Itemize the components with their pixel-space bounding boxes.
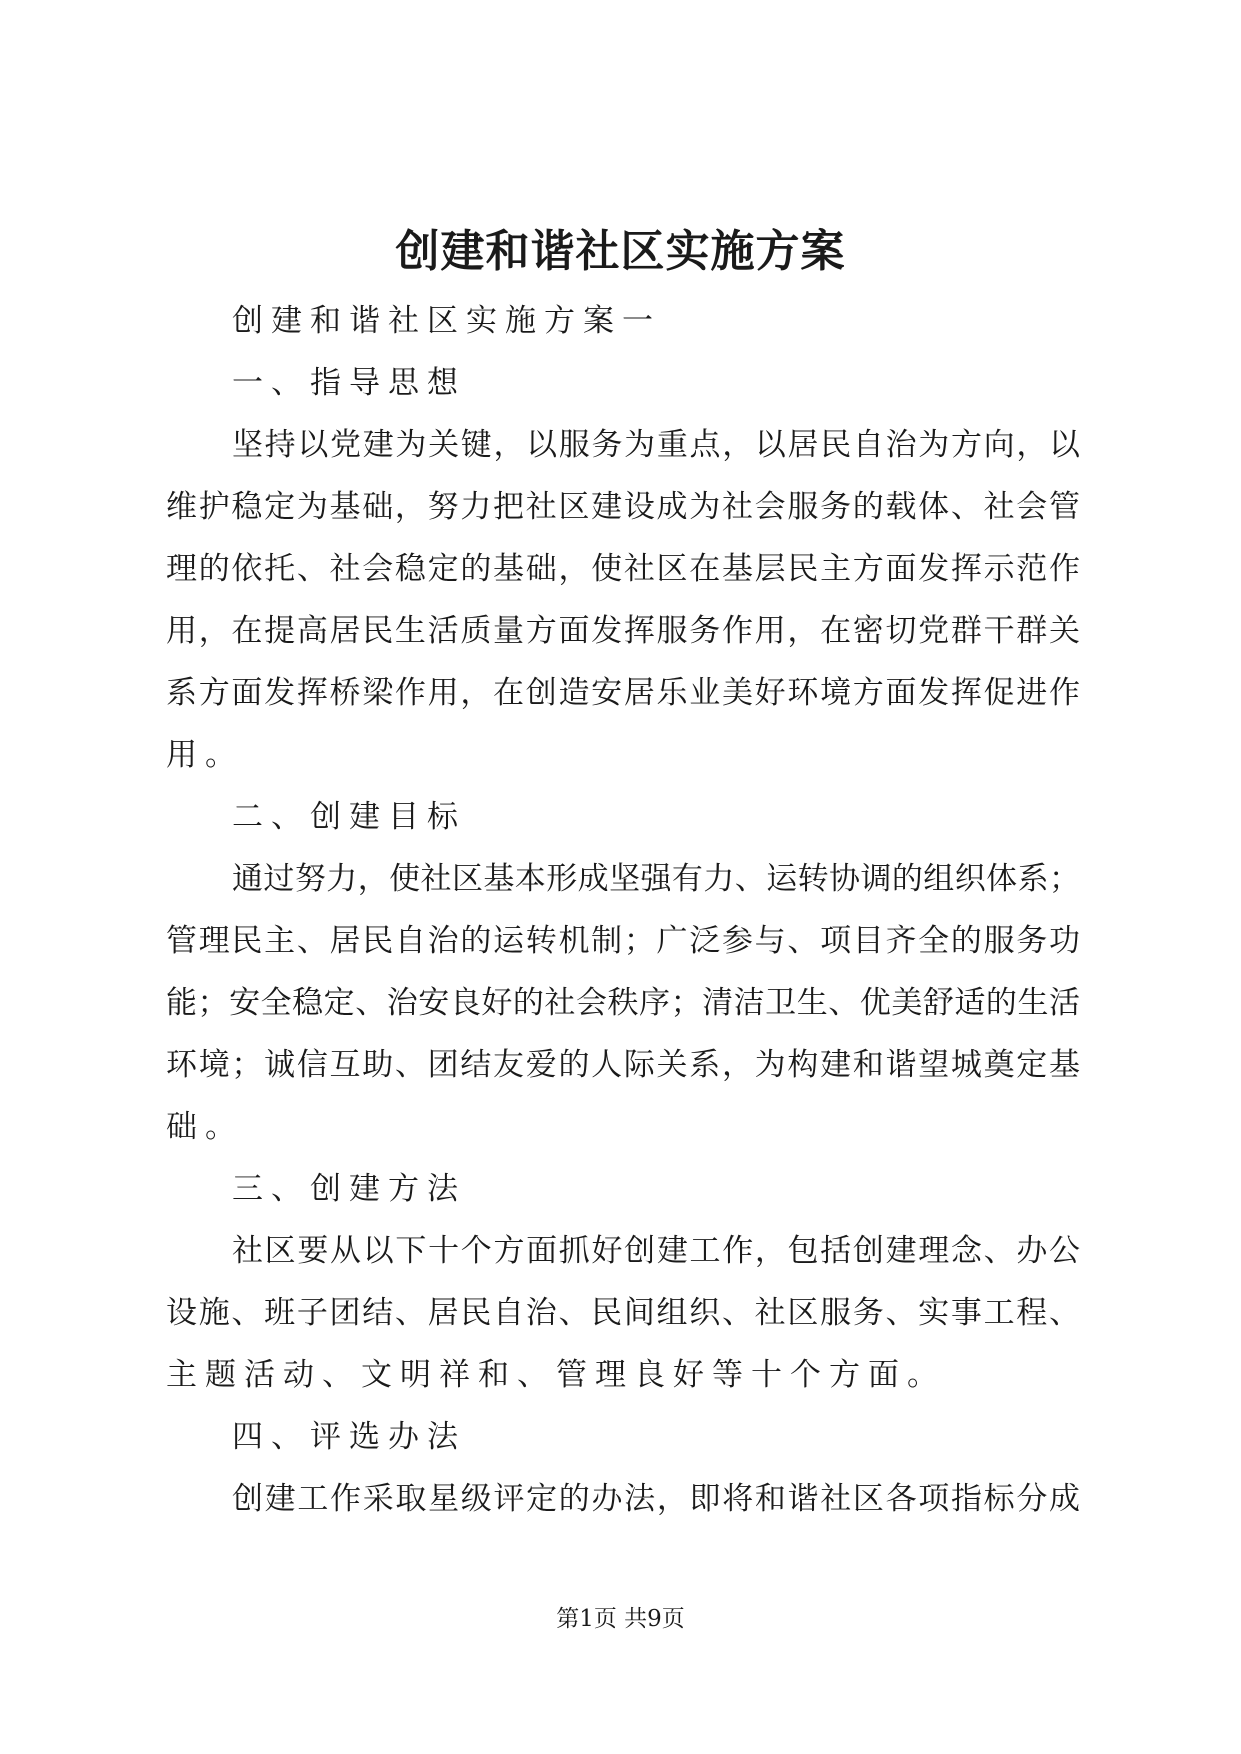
paragraph-line: 通过努力，使社区基本形成坚强有力、运转协调的组织体系；	[232, 861, 1080, 897]
paragraph-line: 能；安全稳定、治安良好的社会秩序；清洁卫生、优美舒适的生活	[166, 985, 1080, 1021]
paragraph-line: 主题活动、文明祥和、管理良好等十个方面。	[166, 1357, 946, 1393]
paragraph-line: 社区要从以下十个方面抓好创建工作，包括创建理念、办公	[232, 1233, 1080, 1269]
page-number-footer: 第1页 共9页	[556, 1606, 685, 1632]
paragraph-4	[166, 1468, 1080, 1530]
paragraph-line: 创建工作采取星级评定的办法，即将和谐社区各项指标分成	[232, 1481, 1080, 1517]
paragraph-line: 维护稳定为基础，努力把社区建设成为社会服务的载体、社会管	[166, 489, 1080, 525]
paragraph-1	[166, 414, 1080, 786]
paragraph-line: 环境；诚信互助、团结友爱的人际关系，为构建和谐望城奠定基	[166, 1047, 1080, 1083]
section-heading-4: 四、评选办法	[232, 1419, 466, 1455]
paragraph-line: 理的依托、社会稳定的基础，使社区在基层民主方面发挥示范作	[166, 551, 1080, 587]
paragraph-3	[166, 1220, 1080, 1406]
paragraph-2	[166, 848, 1080, 1158]
document-body	[166, 290, 1080, 1530]
paragraph-line: 坚持以党建为关键，以服务为重点，以居民自治为方向，以	[232, 427, 1080, 463]
section-heading-1: 一、指导思想	[232, 365, 466, 401]
paragraph-line: 设施、班子团结、居民自治、民间组织、社区服务、实事工程、	[166, 1295, 1080, 1331]
paragraph-line: 础。	[166, 1109, 244, 1145]
document-subtitle: 创建和谐社区实施方案一	[232, 303, 661, 339]
section-heading-3: 三、创建方法	[232, 1171, 466, 1207]
paragraph-line: 管理民主、居民自治的运转机制；广泛参与、项目齐全的服务功	[166, 923, 1080, 959]
paragraph-line: 用。	[166, 737, 244, 773]
paragraph-line: 系方面发挥桥梁作用，在创造安居乐业美好环境方面发挥促进作	[166, 675, 1080, 711]
paragraph-line: 用，在提高居民生活质量方面发挥服务作用，在密切党群干群关	[166, 613, 1080, 649]
document-title: 创建和谐社区实施方案	[395, 226, 846, 277]
section-heading-2: 二、创建目标	[232, 799, 466, 835]
